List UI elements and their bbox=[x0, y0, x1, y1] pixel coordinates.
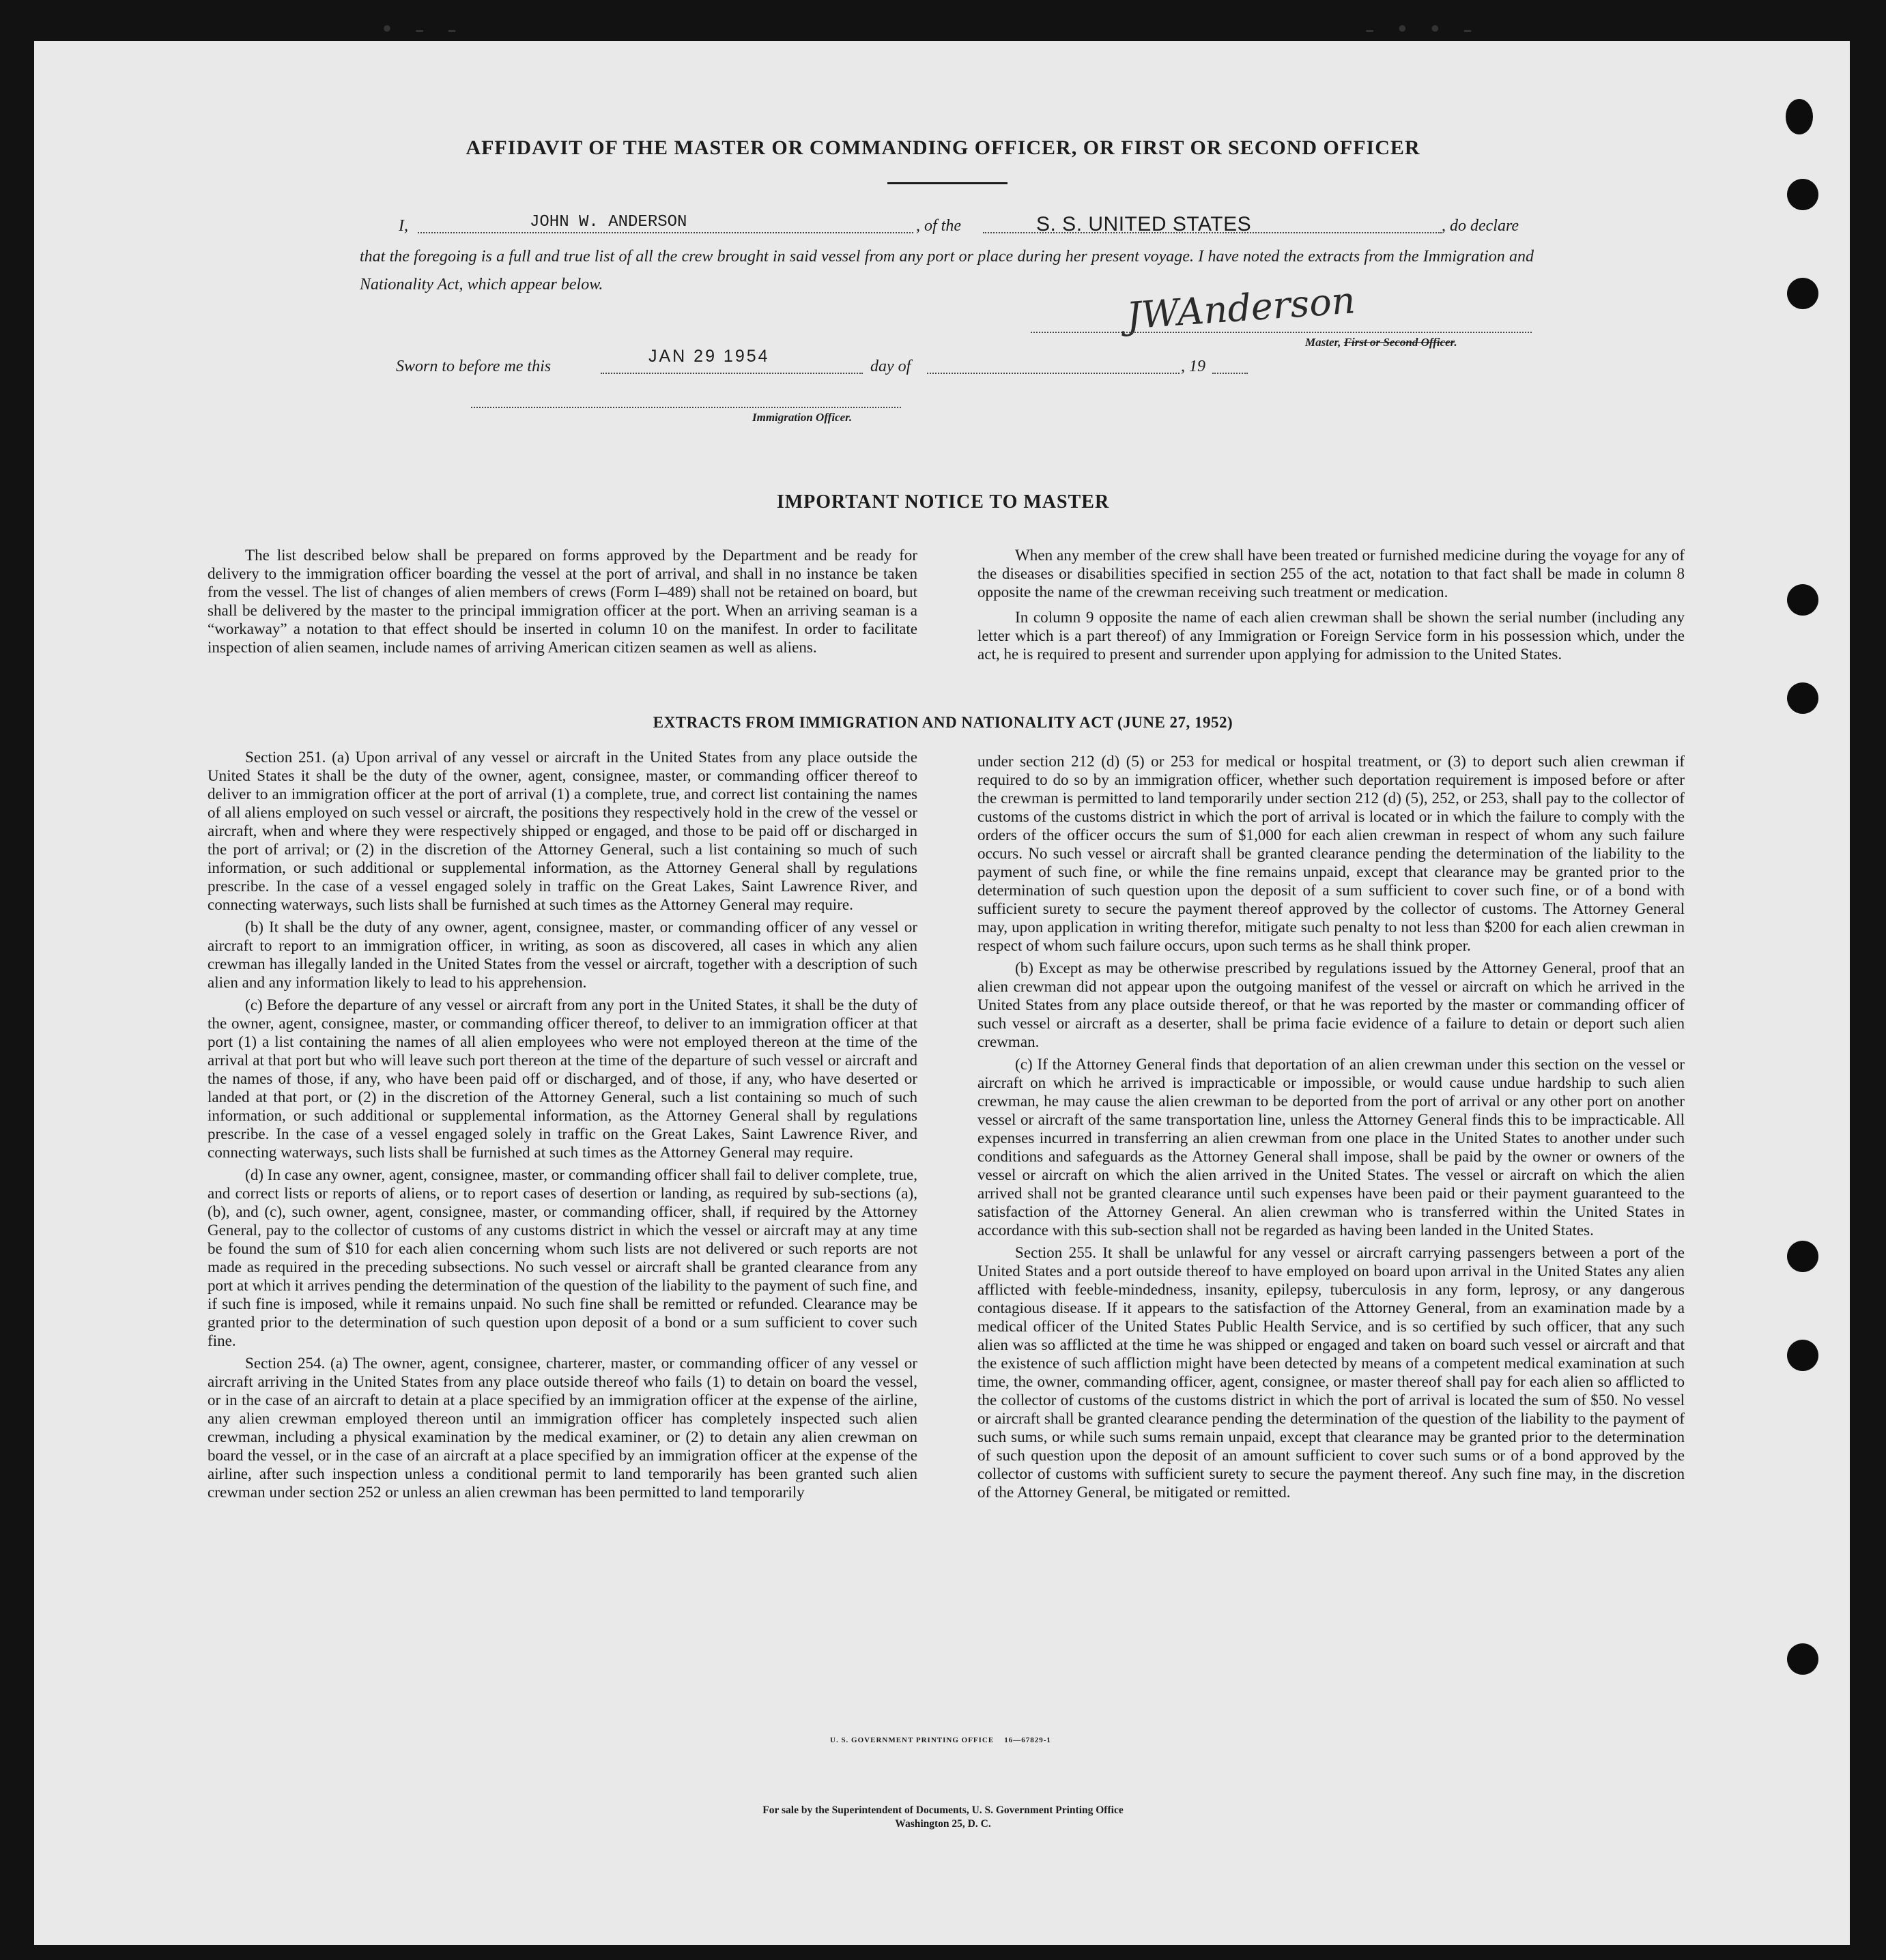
immigration-officer-caption: Immigration Officer. bbox=[752, 411, 853, 424]
punch-hole bbox=[1787, 682, 1818, 714]
section-254a-continued: under section 212 (d) (5) or 253 for medical or hospital treatment, or (3) to deport such alien crewman if required to do so by an immigration officer, whether such deportation requirement is imposed before or after the crewman is permitted to land temporarily under section 212 (d) (5), 252, or 253, shall pay to the collector of customs of the customs district in which the port of arrival is located or in which the failure to comply with the orders of the officer occurs the sum of $1,000 for each alien crewman in respect of whom any such failure occurs. No such vessel or aircraft shall be granted clearance pending the determination of the liability to the payment of such fine, or while the fine remains unpaid, except that clearance may be granted prior to the determination of such question upon the deposit of a sum sufficient to cover such fine, or of a bond with sufficient surety to secure the payment thereof approved by the collector of customs. The Attorney General may, upon application in writing therefor, mitigate such penalty to not less than $200 for each alien crewman in respect of whom such failure occurs, upon such terms as he shall think proper. bbox=[977, 752, 1685, 954]
master-name-field: JOHN W. ANDERSON bbox=[530, 213, 687, 231]
month-line bbox=[927, 373, 1180, 374]
extracts-right-column bbox=[977, 752, 1685, 1505]
notice-right-column bbox=[977, 546, 1685, 667]
day-of-label: day of bbox=[870, 358, 911, 375]
extracts-title: EXTRACTS FROM IMMIGRATION AND NATIONALITY ACT (JUNE 27, 1952) bbox=[653, 714, 1233, 731]
scan-artifact: • - - bbox=[382, 13, 465, 44]
affidavit-title: AFFIDAVIT OF THE MASTER OR COMMANDING OFFICER, OR FIRST OR SECOND OFFICER bbox=[466, 136, 1420, 159]
section-254b: (b) Except as may be otherwise prescribed by regulations issued by the Attorney General, proof that an alien crewman did not appear upon the outgoing manifest of the vessel or aircraft on which he arrived in the United States from any place outside thereof, or that he was reported by the master or commanding officer of such vessel or aircraft as a deserter, shall be prima facie evidence of a failure to detain or deport such alien crewman. bbox=[977, 959, 1685, 1050]
declaration-text: that the foregoing is a full and true list of all the crew brought in said vessel from any port or place during her present voyage. I have noted the extracts from the Immigration and Nationality Act, which appear below. bbox=[360, 248, 1534, 293]
notice-title: IMPORTANT NOTICE TO MASTER bbox=[776, 491, 1110, 513]
section-251c: (c) Before the departure of any vessel or aircraft from any port in the United States, it shall be the duty of the owner, agent, consignee, master, or commanding officer thereof, to deliver to an immigration officer at that port (1) a list containing the names of all alien employees who were not employed thereon at the time of the arrival at that port but who will leave such port thereon at the time of the departure of such vessel or aircraft and the names of those, if any, who have been paid off or discharged, and of those, if any, who have deserted or landed at that port, or (2) in the discretion of the Attorney General, such a list containing so much of such information, or such additional or supplemental information, as the Attorney General shall by regulations prescribe. In the case of a vessel engaged solely in traffic on the Great Lakes, Saint Lawrence River, and connecting waterways, such lists shall be furnished at such times as the Attorney General may require. bbox=[208, 996, 917, 1161]
punch-hole bbox=[1787, 179, 1818, 210]
section-251b: (b) It shall be the duty of any owner, agent, consignee, master, or commanding officer of any vessel or aircraft to report to an immigration officer, in writing, as soon as discovered, all cases in which any alien crewman has illegally landed in the United States from the vessel or aircraft, together with a description of such alien and any information likely to lead to his apprehension. bbox=[208, 918, 917, 991]
footer-line-2: Washington 25, D. C. bbox=[895, 1818, 991, 1830]
signature: JWAnderson bbox=[1125, 278, 1357, 338]
section-251d: (d) In case any owner, agent, consignee, master, or commanding officer shall fail to deliver complete, true, and correct lists or reports of aliens, or to report cases of desertion or landing, as required by sub-sections (a), (b), and (c), such owner, agent, consignee, master, or commanding officer, shall, if required by the Attorney General, pay to the collector of customs of any customs district in which the vessel or aircraft may at any time be found the sum of $10 for each alien concerning whom such lists are not delivered or such reports are not made as required in the preceding subsections. No such vessel or aircraft shall be granted clearance from any port at which it arrives pending the determination of the question of the liability to the payment of such fine, and if such fine is imposed, while it remains unpaid. No such fine shall be remitted or refunded. Clearance may be granted prior to the determination of such question upon deposit of a bond or a sum sufficient to cover such fine. bbox=[208, 1166, 917, 1349]
section-254a: Section 254. (a) The owner, agent, consignee, charterer, master, or commanding officer of any vessel or aircraft arriving in the United States from any place outside thereof who fails (1) to detain on board the vessel, or in the case of an aircraft to detain at a place specified by an immigration officer at the expense of the airline, any alien crewman employed thereon until an immigration officer has completely inspected such alien crewman, including a physical examination by the medical examiner, or (2) to detain any alien crewman on board the vessel, or in the case of an aircraft at a place specified by an immigration officer at the expense of the airline, after such inspection unless a conditional permit to land temporarily has been granted such alien crewman under section 252 or unless an alien crewman has been permitted to land temporarily bbox=[208, 1354, 917, 1501]
section-255: Section 255. It shall be unlawful for any vessel or aircraft carrying passengers between a port of the United States and a port outside thereof to have employed on board upon arrival in the United States any alien afflicted with feeble-mindedness, insanity, epilepsy, tuberculosis in any form, leprosy, or any dangerous contagious disease. If it appears to the satisfaction of the Attorney General, from an examination made by a medical officer of the United States Public Health Service, and is so certified by such officer, that any such alien was so afflicted at the time he was shipped or engaged and taken on board such vessel or aircraft and that the existence of such affliction might have been detected by means of a competent medical examination at such time, the owner, commanding officer, agent, consignee, or master thereof shall pay for each alien so afflicted to the collector of customs of the customs district in which the port of arrival is located the sum of $50. No vessel or aircraft shall be granted clearance pending the determination of the question of the liability to the payment of such sums, or while such sums remain unpaid, except that clearance may be granted prior to the determination of such question upon the deposit of an amount sufficient to cover such sums or of a bond approved by the collector of customs with sufficient surety to secure the payment thereof. Any such fine may, in the discretion of the Attorney General, be mitigated or remitted. bbox=[977, 1243, 1685, 1501]
i-label: I, bbox=[399, 217, 408, 235]
struck-caption: First or Second Officer bbox=[1343, 336, 1455, 349]
master-caption: Master, bbox=[1305, 336, 1341, 349]
caption-end: . bbox=[1454, 336, 1457, 349]
printer-mark: U. S. GOVERNMENT PRINTING OFFICE 16—67829-1 bbox=[830, 1736, 1051, 1744]
title-rule bbox=[887, 182, 1008, 184]
signature-line bbox=[1031, 332, 1532, 333]
do-declare-label: , do declare bbox=[1442, 217, 1519, 235]
punch-hole bbox=[1787, 1241, 1818, 1272]
punch-hole bbox=[1787, 1643, 1818, 1675]
notice-paragraph: The list described below shall be prepared on forms approved by the Department and be ready for delivery to the immigration officer boarding the vessel at the port of arrival, and shall in no instance be taken from the vessel. The list of changes of alien members of crews (Form I–489) shall not be retained on board, but shall be delivered by the master to the principal immigration officer at the port. When an arriving seaman is a “workaway” a notation to that effect should be inserted in column 10 on the manifest. In order to facilitate inspection of alien seamen, include names of arriving American citizen seamen as well as aliens. bbox=[208, 546, 917, 656]
footer-line-1: For sale by the Superintendent of Documents, U. S. Government Printing Office bbox=[762, 1804, 1124, 1816]
sworn-date-line bbox=[601, 373, 863, 374]
section-251a: Section 251. (a) Upon arrival of any vessel or aircraft in the United States from any place outside the United States it shall be the duty of the owner, agent, consignee, master, or commanding officer thereof to deliver to an immigration officer at the port of arrival (1) a complete, true, and correct list containing the names of all aliens employed on such vessel or aircraft, the positions they respectively hold in the crew of the vessel or aircraft, when and where they were respectively shipped or engaged, and those to be paid off or discharged in the port of arrival; or (2) in the discretion of the Attorney General, such a list containing so much of such information, or such additional or supplemental information, as the Attorney General shall by regulations prescribe. In the case of a vessel engaged solely in traffic on the Great Lakes, Saint Lawrence River, and connecting waterways, such lists shall be furnished at such times as the Attorney General may require. bbox=[208, 748, 917, 913]
section-254c: (c) If the Attorney General finds that deportation of an alien crewman under this section on the vessel or aircraft on which he arrived is impracticable or impossible, or would cause undue hardship to such alien crewman, he may cause the alien crewman to be deported from the port of arrival or any other port on another vessel or aircraft of the same transportation line, unless the Attorney General finds this to be impracticable. All expenses incurred in transferring an alien crewman from one place in the United States to another under such conditions and safeguards as the Attorney General shall impose, shall be paid by the owner or owners of the vessel or aircraft on which the alien arrived in the United States. The vessel or aircraft on which the alien arrived shall not be granted clearance until such expenses have been paid or their payment guaranteed to the satisfaction of the Attorney General. An alien crewman who is transferred within the United States in accordance with this sub-section shall not be regarded as having been landed in the United States. bbox=[977, 1055, 1685, 1239]
signature-caption bbox=[1305, 336, 1457, 349]
punch-hole bbox=[1787, 584, 1818, 616]
year-label: , 19 bbox=[1181, 358, 1205, 375]
punch-hole bbox=[1787, 1340, 1818, 1371]
notice-paragraph: When any member of the crew shall have been treated or furnished medicine during the voyage for any of the diseases or disabilities specified in section 255 of the act, notation to that fact shall be made in column 8 opposite the name of the crewman receiving such treatment or medication. bbox=[977, 546, 1685, 601]
year-line bbox=[1212, 373, 1248, 374]
extracts-left-column bbox=[208, 748, 917, 1505]
scan-artifact: - • • - bbox=[1365, 13, 1481, 44]
master-name-line bbox=[418, 232, 913, 233]
notice-left-column bbox=[208, 546, 917, 661]
punch-hole bbox=[1786, 99, 1813, 134]
sworn-label: Sworn to before me this bbox=[396, 358, 552, 375]
sworn-date-stamp: JAN 29 1954 bbox=[648, 347, 770, 366]
immigration-officer-line bbox=[471, 407, 901, 408]
punch-hole bbox=[1787, 278, 1818, 309]
of-the-label: , of the bbox=[916, 217, 961, 235]
notice-paragraph: In column 9 opposite the name of each alien crewman shall be shown the serial number (including any letter which is a part thereof) of any Immigration or Foreign Service form in his possession which, under the act, he is required to present and surrender upon applying for admission to the United States. bbox=[977, 608, 1685, 663]
footer bbox=[0, 1804, 1886, 1831]
vessel-name-field: S. S. UNITED STATES bbox=[1036, 213, 1252, 235]
